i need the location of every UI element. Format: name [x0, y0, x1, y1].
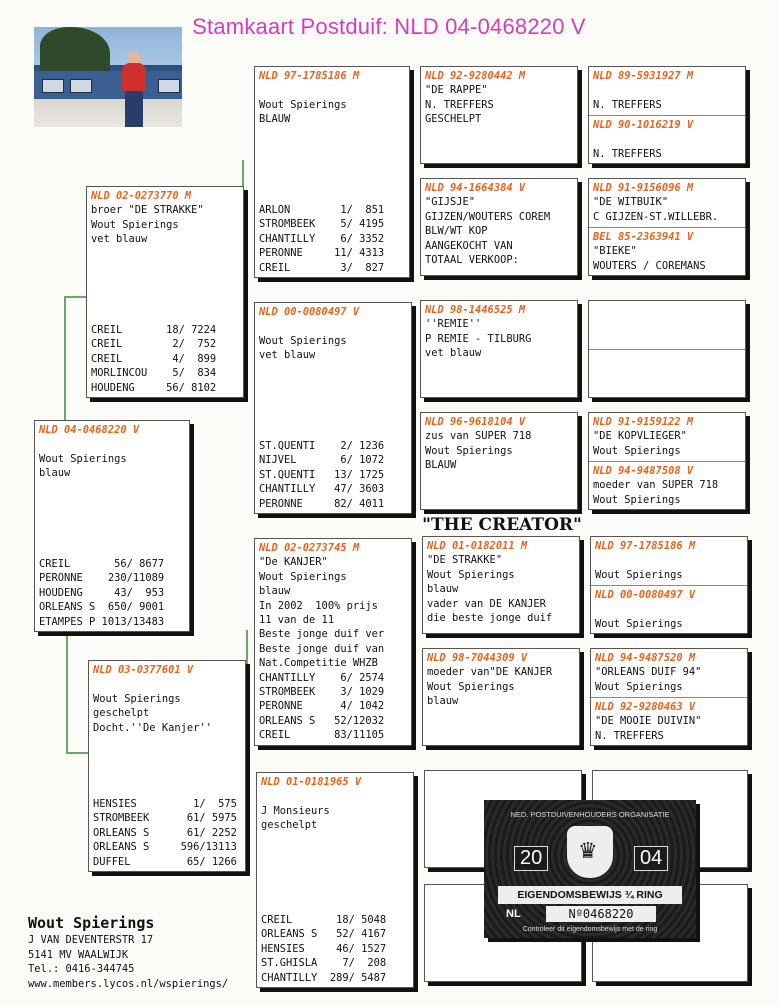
race-result: CHANTILLY 6/ 3352: [259, 232, 385, 245]
ring-number: NLD 94-1664384 V: [425, 182, 526, 194]
ring-number: NLD 97-1785186 M: [259, 70, 360, 82]
race-result: CREIL 18/ 7224: [91, 323, 217, 336]
pigeon-line: zus van SUPER 718: [425, 430, 532, 443]
pigeon-line: AANGEKOCHT VAN: [425, 239, 513, 252]
pigeon-line: Beste jonge duif van: [259, 642, 385, 655]
pigeon-line: vet blauw: [425, 347, 482, 360]
ring-number: NLD 00-0080497 V: [259, 306, 360, 318]
pigeon-line: BLAUW: [259, 113, 291, 126]
pigeon-card-father-father: [254, 66, 410, 278]
ring-country: NL: [506, 908, 521, 920]
owner-website-link[interactable]: www.members.lycos.nl/wspierings/: [28, 977, 229, 990]
pigeon-line: Wout Spierings: [259, 98, 347, 111]
connector-line: [64, 296, 88, 298]
pigeon-line: die beste jonge duif: [427, 612, 553, 625]
pigeon-line: Nat.Competitie WHZB: [259, 657, 378, 670]
owner-photo: [34, 27, 182, 127]
race-result: CREIL 18/ 5048: [261, 913, 387, 926]
pigeon-card-gen3: [420, 66, 578, 164]
pigeon-line: Wout Spierings: [595, 680, 683, 693]
pigeon-line: "De KANJER": [259, 556, 328, 569]
race-result: CREIL 56/ 8677: [39, 557, 165, 570]
pigeon-line: P REMIE - TILBURG: [425, 332, 532, 345]
race-result: CHANTILLY 6/ 2574: [259, 671, 385, 684]
ring-year-right: 04: [634, 846, 668, 871]
race-result: CREIL 4/ 899: [91, 352, 217, 365]
ring-number: NLD 97-1785186 M: [595, 540, 696, 552]
race-result: ORLEANS S 596/13113: [93, 841, 237, 854]
race-result: HENSIES 1/ 575: [93, 797, 237, 810]
pigeon-card-gen4-pair: [590, 536, 748, 634]
pigeon-line: blauw: [39, 467, 71, 480]
race-result: STROMBEEK 5/ 4195: [259, 218, 385, 231]
race-result: CREIL 2/ 752: [91, 338, 217, 351]
pigeon-line: Wout Spierings: [427, 568, 515, 581]
ring-number: NLD 98-1446525 M: [425, 304, 526, 316]
pigeon-line: Wout Spierings: [91, 218, 179, 231]
connector-line: [64, 296, 66, 420]
owner-phone: Tel.: 0416-344745: [28, 963, 135, 975]
pigeon-line: N. TREFFERS: [593, 98, 662, 111]
ring-number: NLD 94-9487520 M: [595, 652, 696, 664]
ring-number: NLD 94-9487508 V: [593, 465, 694, 477]
race-result: ORLEANS S 650/ 9001: [39, 601, 165, 614]
pigeon-line: Wout Spierings: [595, 617, 683, 630]
connector-line: [66, 752, 90, 754]
race-result: CHANTILLY 47/ 3603: [259, 483, 385, 496]
pigeon-card-gen3: [420, 300, 578, 398]
race-result: CREIL 3/ 827: [259, 261, 385, 274]
ring-year-left: 20: [514, 846, 548, 871]
pigeon-card-gen4-pair-empty: [588, 300, 746, 398]
ring-number: NLD 96-9618104 V: [425, 416, 526, 428]
pigeon-line: blauw: [259, 585, 291, 598]
pigeon-line: Wout Spierings: [93, 692, 181, 705]
connector-line: [246, 630, 248, 790]
pigeon-card-subject: [34, 420, 190, 632]
race-result: HOUDENG 43/ 953: [39, 586, 165, 599]
race-result: ST.QUENTI 13/ 1725: [259, 468, 385, 481]
pigeon-card-gen4-pair: [590, 648, 748, 746]
race-result: CREIL 83/11105: [259, 729, 385, 742]
pigeon-line: Wout Spierings: [259, 334, 347, 347]
ring-number: NLD 01-0182011 M: [427, 540, 528, 552]
pigeon-line: GIJZEN/WOUTERS COREM: [425, 210, 551, 223]
pigeon-card-gen3: [422, 536, 580, 634]
pigeon-line: Docht.''De Kanjer'': [93, 721, 212, 734]
ring-number-plate: Nº0468220: [546, 906, 656, 922]
connector-line: [66, 632, 68, 752]
race-result: PERONNE 11/ 4313: [259, 247, 385, 260]
pigeon-card-mother-father: [254, 538, 412, 746]
creator-caption: "THE CREATOR": [422, 515, 582, 535]
pigeon-line: Beste jonge duif ver: [259, 628, 385, 641]
pigeon-line: Wout Spierings: [425, 444, 513, 457]
pigeon-line: C GIJZEN-ST.WILLEBR.: [593, 210, 719, 223]
pigeon-line: "GIJSJE": [425, 196, 476, 209]
pigeon-line: TOTAAL VERKOOP:: [425, 254, 519, 267]
owner-name: Wout Spierings: [28, 914, 155, 932]
pigeon-card-gen4-pair: [588, 178, 746, 276]
race-result: ORLEANS S 52/12032: [259, 714, 385, 727]
owner-city: 5141 MV WAALWIJK: [28, 948, 129, 961]
ring-number: NLD 03-0377601 V: [93, 664, 194, 676]
race-result: ORLEANS S 52/ 4167: [261, 928, 387, 941]
pigeon-line: GESCHELPT: [425, 113, 482, 126]
ring-number: NLD 89-5931927 M: [593, 70, 694, 82]
race-result: PERONNE 4/ 1042: [259, 700, 385, 713]
race-result: STROMBEEK 61/ 5975: [93, 812, 237, 825]
race-result: ETAMPES P 1013/13483: [39, 615, 165, 628]
race-result: HOUDENG 56/ 8102: [91, 381, 217, 394]
race-result: ST.GHISLA 7/ 208: [261, 957, 387, 970]
ring-number: NLD 92-9280442 M: [425, 70, 526, 82]
race-result: PERONNE 82/ 4011: [259, 497, 385, 510]
ring-number: NLD 91-9159122 M: [593, 416, 694, 428]
pigeon-line: J Monsieurs: [261, 804, 330, 817]
pigeon-line: geschelpt: [261, 819, 318, 832]
pigeon-card-mother-mother: [256, 772, 414, 988]
ring-number: NLD 92-9280463 V: [595, 701, 696, 713]
pigeon-line: vet blauw: [259, 349, 316, 362]
pigeon-line: "ORLEANS DUIF 94": [595, 666, 702, 679]
pigeon-line: Wout Spierings: [593, 444, 681, 457]
ownership-ring-certificate: [484, 800, 696, 938]
pigeon-line: Wout Spierings: [595, 568, 683, 581]
pigeon-line: Wout Spierings: [259, 570, 347, 583]
pigeon-line: moeder van"DE KANJER: [427, 666, 553, 679]
pigeon-line: In 2002 100% prijs: [259, 599, 378, 612]
race-result: HENSIES 46/ 1527: [261, 942, 387, 955]
ring-number: NLD 01-0181965 V: [261, 776, 362, 788]
ring-number: NLD 98-7044309 V: [427, 652, 528, 664]
race-result: CHANTILLY 289/ 5487: [261, 971, 387, 984]
pigeon-line: 11 van de 11: [259, 614, 335, 627]
ring-number: NLD 90-1016219 V: [593, 119, 694, 131]
ring-banner: EIGENDOMSBEWIJS ¾ RING: [498, 886, 682, 904]
pigeon-card-gen3: [422, 648, 580, 746]
pigeon-line: WOUTERS / COREMANS: [593, 259, 706, 272]
pigeon-card-gen3: [420, 178, 578, 276]
pigeon-card-gen4-pair: [588, 66, 746, 164]
pigeon-card-father-mother: [254, 302, 412, 514]
race-result: STROMBEEK 3/ 1029: [259, 686, 385, 699]
pigeon-card-gen4-pair: [588, 412, 746, 510]
ring-number: NLD 00-0080497 V: [595, 589, 696, 601]
pigeon-card-father: [86, 186, 244, 398]
race-result: MORLINCOU 5/ 834: [91, 367, 217, 380]
pigeon-line: broer "DE STRAKKE": [91, 204, 204, 217]
ring-number: NLD 02-0273770 M: [91, 190, 192, 202]
pigeon-line: blauw: [427, 695, 459, 708]
ring-org: NED. POSTDUIVENHOUDERS ORGANISATIE: [510, 810, 670, 819]
pigeon-line: "DE RAPPE": [425, 84, 488, 97]
pigeon-line: Wout Spierings: [593, 493, 681, 506]
pigeon-line: N. TREFFERS: [425, 98, 494, 111]
pigeon-line: vet blauw: [91, 233, 148, 246]
pigeon-line: N. TREFFERS: [593, 147, 662, 160]
lion-crest-icon: ♛: [567, 826, 613, 878]
pigeon-line: Wout Spierings: [39, 452, 127, 465]
pigeon-line: "DE STRAKKE": [427, 554, 503, 567]
ring-number: NLD 02-0273745 M: [259, 542, 360, 554]
pigeon-line: Wout Spierings: [427, 680, 515, 693]
race-result: PERONNE 230/11089: [39, 572, 165, 585]
race-result: ARLON 1/ 851: [259, 203, 385, 216]
ring-number: NLD 04-0468220 V: [39, 424, 140, 436]
pigeon-line: "DE KOPVLIEGER": [593, 430, 687, 443]
ring-number: BEL 85-2363941 V: [593, 231, 694, 243]
owner-info: [28, 913, 228, 991]
pigeon-card-mother: [88, 660, 246, 872]
pigeon-line: BLAUW: [425, 459, 457, 472]
ring-footer: Controleer dit eigendomsbewijs met de ring: [522, 926, 658, 933]
pigeon-line: "DE WITBUIK": [593, 196, 669, 209]
race-result: ST.QUENTI 2/ 1236: [259, 439, 385, 452]
pigeon-line: moeder van SUPER 718: [593, 479, 719, 492]
owner-street: J VAN DEVENTERSTR 17: [28, 934, 154, 946]
pigeon-line: geschelpt: [93, 707, 150, 720]
pigeon-line: N. TREFFERS: [595, 729, 664, 742]
pigeon-line: ''REMIE'': [425, 318, 482, 331]
pigeon-line: "BIEKE": [593, 245, 637, 258]
page-title: Stamkaart Postduif: NLD 04-0468220 V: [192, 14, 586, 39]
race-result: NIJVEL 6/ 1072: [259, 454, 385, 467]
pigeon-line: vader van DE KANJER: [427, 597, 546, 610]
race-result: ORLEANS S 61/ 2252: [93, 826, 237, 839]
pigeon-line: "DE MOOIE DUIVIN": [595, 715, 702, 728]
pigeon-card-gen3: [420, 412, 578, 510]
pigeon-line: blauw: [427, 583, 459, 596]
race-result: DUFFEL 65/ 1266: [93, 855, 237, 868]
ring-number: NLD 91-9156096 M: [593, 182, 694, 194]
pigeon-line: BLW/WT KOP: [425, 225, 488, 238]
